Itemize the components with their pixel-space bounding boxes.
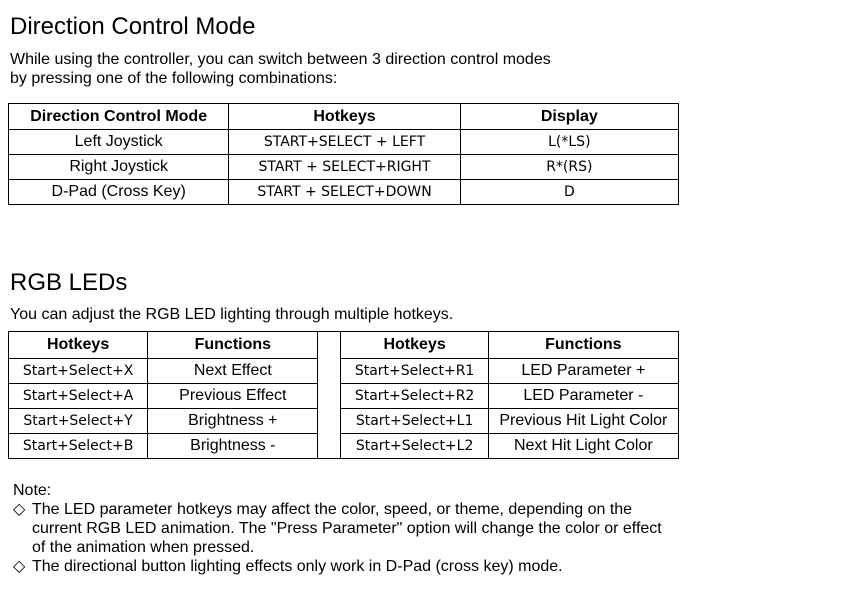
table-row xyxy=(9,130,679,155)
section-title-rgb-leds: RGB LEDs xyxy=(10,269,128,296)
hotkey-cell: Start+Select+L2 xyxy=(341,434,488,459)
display-cell: L(*LS) xyxy=(460,130,678,155)
intro-text-line-1: While using the controller, you can switch between 3 direction control modes xyxy=(10,51,551,68)
table-row xyxy=(9,409,679,434)
note-text: The directional button lighting effects only work in D-Pad (cross key) mode. xyxy=(32,558,563,575)
table-row xyxy=(9,359,679,384)
function-cell: Next Effect xyxy=(148,359,318,384)
hotkey-cell: Start+Select+Y xyxy=(9,409,148,434)
table-row xyxy=(9,434,679,459)
hotkey-cell: START + SELECT+DOWN xyxy=(229,180,460,205)
diamond-bullet-icon: ◇ xyxy=(13,558,26,575)
table-gap xyxy=(318,332,341,459)
mode-cell: D-Pad (Cross Key) xyxy=(9,180,229,205)
table-header-row xyxy=(9,332,679,359)
rgb-hotkey-table xyxy=(8,331,679,459)
function-cell: Previous Effect xyxy=(148,384,318,409)
header-direction-control-mode: Direction Control Mode xyxy=(9,104,229,130)
header-functions-right: Functions xyxy=(488,332,678,359)
header-hotkeys: Hotkeys xyxy=(229,104,460,130)
note-text: of the animation when pressed. xyxy=(32,539,255,556)
hotkey-cell: Start+Select+L1 xyxy=(341,409,488,434)
table-row xyxy=(9,384,679,409)
rgb-intro-text: You can adjust the RGB LED lighting through multiple hotkeys. xyxy=(10,306,454,323)
direction-mode-table xyxy=(8,103,679,205)
hotkey-cell: Start+Select+R2 xyxy=(341,384,488,409)
header-display: Display xyxy=(460,104,678,130)
mode-cell: Left Joystick xyxy=(9,130,229,155)
header-functions-left: Functions xyxy=(148,332,318,359)
function-cell: Next Hit Light Color xyxy=(488,434,678,459)
note-text: current RGB LED animation. The "Press Parameter" option will change the color or effect xyxy=(32,520,662,537)
table-row xyxy=(9,180,679,205)
note-block xyxy=(13,481,722,576)
section-title-direction-control: Direction Control Mode xyxy=(10,13,256,40)
function-cell: LED Parameter + xyxy=(488,359,678,384)
header-hotkeys-left: Hotkeys xyxy=(9,332,148,359)
hotkey-cell: Start+Select+R1 xyxy=(341,359,488,384)
note-item xyxy=(13,500,722,557)
display-cell: R*(RS) xyxy=(460,155,678,180)
note-text: The LED parameter hotkeys may affect the color, speed, or theme, depending on the xyxy=(32,501,633,518)
header-hotkeys-right: Hotkeys xyxy=(341,332,488,359)
note-title: Note: xyxy=(13,482,52,499)
display-cell: D xyxy=(460,180,678,205)
diamond-bullet-icon: ◇ xyxy=(13,501,26,518)
intro-text-line-2: by pressing one of the following combinations: xyxy=(10,70,338,87)
hotkey-cell: Start+Select+A xyxy=(9,384,148,409)
function-cell: LED Parameter - xyxy=(488,384,678,409)
hotkey-cell: START + SELECT+RIGHT xyxy=(229,155,460,180)
function-cell: Previous Hit Light Color xyxy=(488,409,678,434)
table-header-row xyxy=(9,104,679,130)
table-row xyxy=(9,155,679,180)
hotkey-cell: Start+Select+B xyxy=(9,434,148,459)
function-cell: Brightness + xyxy=(148,409,318,434)
mode-cell: Right Joystick xyxy=(9,155,229,180)
hotkey-cell: START+SELECT + LEFT xyxy=(229,130,460,155)
note-item xyxy=(13,557,722,576)
function-cell: Brightness - xyxy=(148,434,318,459)
hotkey-cell: Start+Select+X xyxy=(9,359,148,384)
